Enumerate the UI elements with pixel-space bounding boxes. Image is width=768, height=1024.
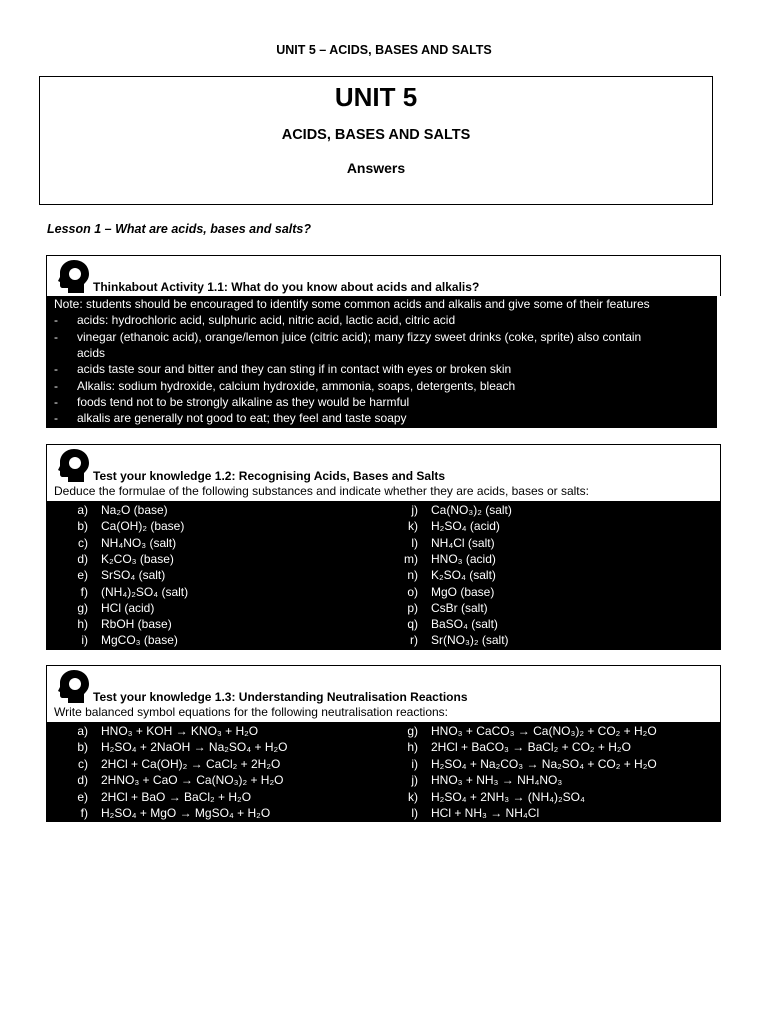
answer-text: BaSO₄ (salt) [431,617,498,632]
answer-text: MgO (base) [431,584,495,599]
answer-text: HNO₃ + NH₃ → NH₄NO₃ [431,773,563,788]
answer-letter: n) [407,568,418,583]
answer-letter: f) [80,584,88,599]
answer-text: HNO₃ (acid) [431,551,496,566]
answer-letter: m) [404,551,418,566]
answer-text: H₂SO₄ + 2NH₃ → (NH₄)₂SO₄ [431,789,585,804]
unit-title: UNIT 5 [334,82,418,112]
answer-letter: e) [77,789,88,804]
answer-letter: h) [407,740,418,755]
bullet-text: acids [77,345,106,360]
note-line: Note: students should be encouraged to identify some common acids and alkalis and give some of their features [54,297,650,311]
answer-text: (NH₄)₂SO₄ (salt) [101,584,189,599]
answer-text: K₂CO₃ (base) [101,551,174,566]
title-box [39,76,713,205]
answer-letter: e) [77,568,88,583]
answer-letter: k) [408,789,418,804]
answer-text: HNO₃ + CaCO₃ → Ca(NO₃)₂ + CO₂ + H₂O [431,724,657,738]
answer-text: SrSO₄ (salt) [101,568,166,583]
answer-text: H₂SO₄ + 2NaOH → Na₂SO₄ + H₂O [101,740,288,755]
head-silhouette-icon [54,446,94,486]
answer-letter: o) [407,584,418,599]
answer-letter: j) [411,773,418,788]
answer-letter: r) [410,633,418,648]
answer-text: CsBr (salt) [431,600,488,615]
answer-letter: j) [411,503,418,517]
answer-text: NH₄NO₃ (salt) [101,535,177,550]
bullet-dash: - [54,378,58,393]
lesson-heading: Lesson 1 – What are acids, bases and salts? [47,222,311,236]
knowledge-1-2-instruction: Deduce the formulae of the following substances and indicate whether they are acids, bases or salts: [54,484,589,498]
answer-letter: d) [77,551,88,566]
bullet-text: foods tend not to be strongly alkaline as they would be harmful [77,394,410,409]
bullet-dash: - [54,411,58,426]
answer-letter: d) [77,773,88,788]
knowledge-1-3-instruction: Write balanced symbol equations for the following neutralisation reactions: [54,705,448,719]
answer-letter: b) [77,519,88,534]
answer-letter: q) [407,617,418,632]
answer-text: MgCO₃ (base) [101,633,178,648]
bullet-text: acids: hydrochloric acid, sulphuric acid, nitric acid, lactic acid, citric acid [77,313,456,328]
answer-text: HNO₃ + KOH → KNO₃ + H₂O [101,724,259,738]
answer-text: RbOH (base) [101,617,172,632]
bullet-dash: - [54,313,58,328]
answer-text: NH₄Cl (salt) [431,535,495,550]
answer-letter: p) [407,600,418,615]
answer-letter: b) [77,740,88,755]
answer-letter: l) [411,535,418,550]
answer-letter: a) [77,724,88,738]
answer-text: H₂SO₄ + MgO → MgSO₄ + H₂O [101,806,271,820]
answer-text: HCl + NH₃ → NH₄Cl [431,806,540,820]
head-silhouette-icon [54,257,94,297]
answer-letter: i) [81,633,88,648]
activity-1-1-title: Thinkabout Activity 1.1: What do you know about acids and alkalis? [93,280,480,294]
answer-text: HCl (acid) [101,600,155,615]
activity-1-1-header [46,255,721,296]
knowledge-1-3-title: Test your knowledge 1.3: Understanding Neutralisation Reactions [93,690,468,704]
answer-letter: g) [77,600,88,615]
answers-label: Answers [346,160,406,176]
answer-text: Na₂O (base) [101,503,168,517]
knowledge-1-2-header [46,444,721,501]
knowledge-1-3-answers [46,722,721,822]
bullet-text: Alkalis: sodium hydroxide, calcium hydroxide, ammonia, soaps, detergents, bleach [77,378,516,393]
answer-letter: l) [411,806,418,820]
knowledge-1-3-header [46,665,721,722]
knowledge-1-2-title: Test your knowledge 1.2: Recognising Acids, Bases and Salts [93,469,446,483]
bullet-dash: - [54,329,58,344]
bullet-text: vinegar (ethanoic acid), orange/lemon juice (citric acid); many fizzy sweet drinks (coke, sprite) also contain [77,329,642,344]
knowledge-1-2-answers [46,501,721,650]
answer-text: Ca(NO₃)₂ (salt) [431,503,512,517]
answer-letter: i) [411,756,418,771]
answer-text: Ca(OH)₂ (base) [101,519,185,534]
bullet-text: acids taste sour and bitter and they can sting if in contact with eyes or broken skin [77,362,512,377]
answer-letter: k) [408,519,418,534]
activity-1-1-answers [46,296,717,428]
unit-subtitle: ACIDS, BASES AND SALTS [281,127,471,143]
answer-text: 2HNO₃ + CaO → Ca(NO₃)₂ + H₂O [101,773,284,788]
bullet-text: alkalis are generally not good to eat; they feel and taste soapy [77,411,407,426]
answer-letter: f) [80,806,88,820]
bullet-dash: - [54,362,58,377]
running-header: UNIT 5 – ACIDS, BASES AND SALTS [276,43,492,57]
head-silhouette-icon [54,667,94,707]
answer-text: H₂SO₄ + Na₂CO₃ → Na₂SO₄ + CO₂ + H₂O [431,756,657,771]
bullet-dash: - [54,394,58,409]
answer-text: K₂SO₄ (salt) [431,568,496,583]
answer-letter: c) [78,535,88,550]
answer-letter: g) [407,724,418,738]
answer-letter: c) [78,756,88,771]
answer-text: 2HCl + BaCO₃ → BaCl₂ + CO₂ + H₂O [431,740,631,755]
answer-text: 2HCl + Ca(OH)₂ → CaCl₂ + 2H₂O [101,756,281,771]
answer-text: H₂SO₄ (acid) [431,519,500,534]
answer-text: 2HCl + BaO → BaCl₂ + H₂O [101,789,252,804]
answer-letter: h) [77,617,88,632]
answer-text: Sr(NO₃)₂ (salt) [431,633,509,648]
answer-letter: a) [77,503,88,517]
